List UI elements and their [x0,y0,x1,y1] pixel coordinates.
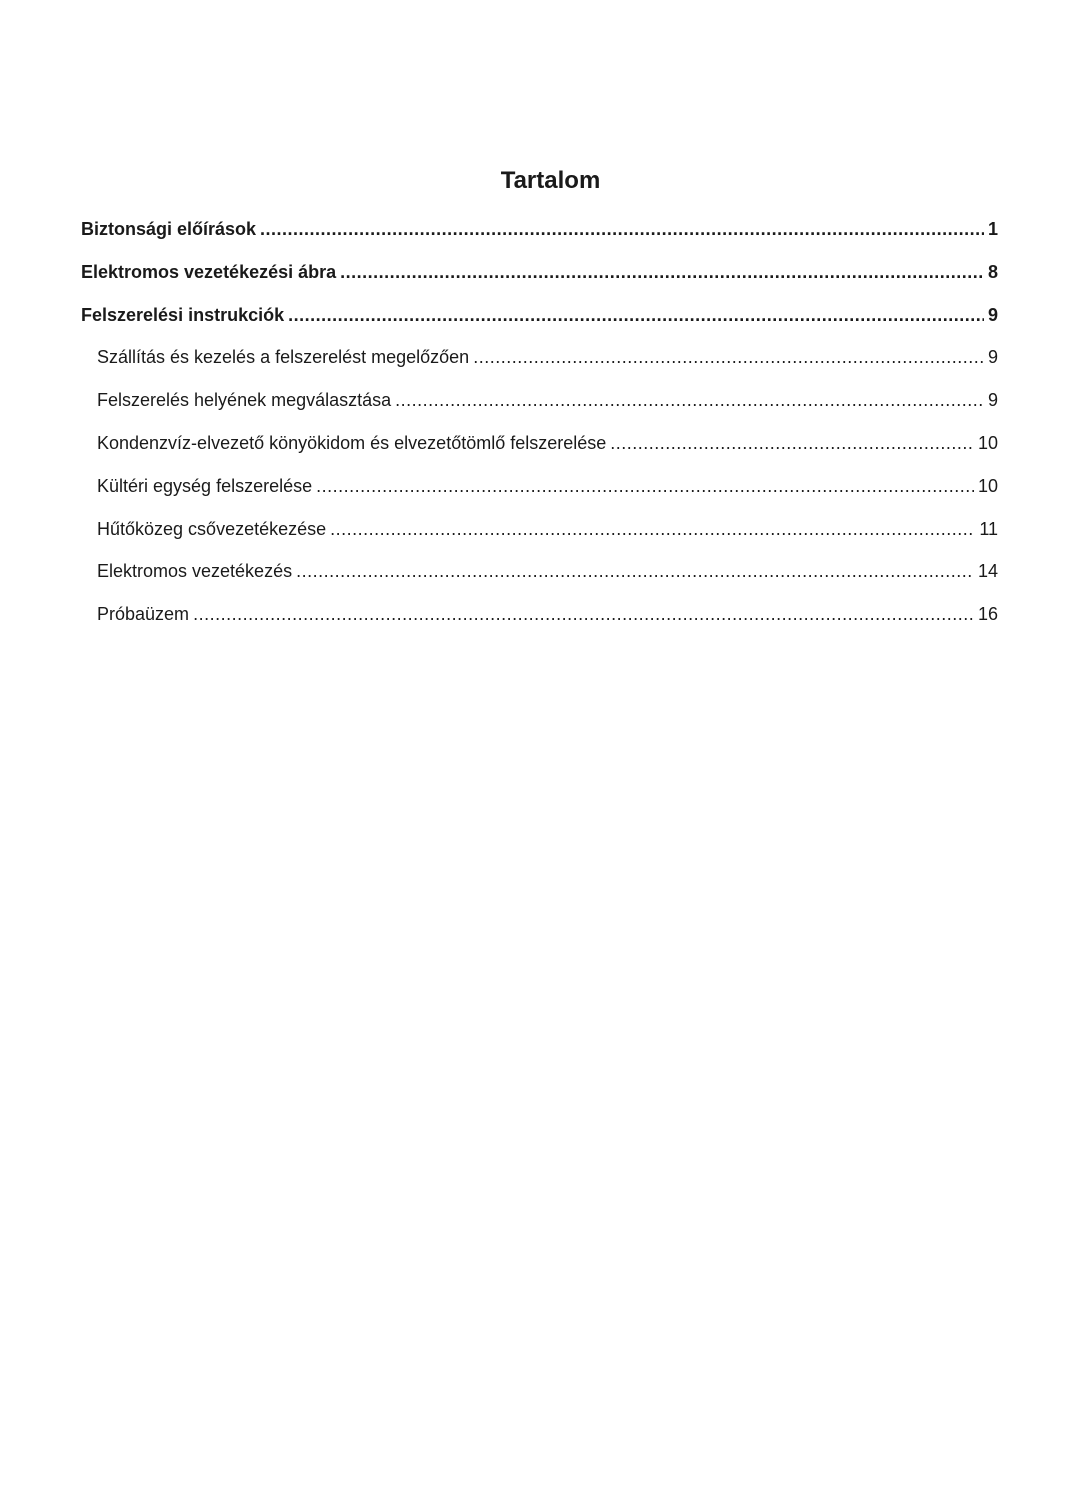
toc-leader-dots [296,556,974,586]
toc-entry-page: 8 [987,261,998,282]
toc-leader-dots [288,300,984,330]
toc-leader-dots [610,428,974,458]
toc-entry-label: Hűtőközeg csővezetékezése [97,518,327,539]
toc-entry-test-run[interactable] [81,599,998,642]
toc-entry-label: Biztonsági előírások [81,219,257,239]
toc-entry-safety[interactable] [81,214,998,257]
toc-entry-label: Elektromos vezetékezés [97,561,293,582]
toc-entry-drain[interactable] [81,428,998,471]
toc-entry-page: 16 [977,604,998,625]
toc-entry-transport[interactable] [81,342,998,385]
toc-entry-page: 10 [977,475,998,496]
toc-entry-label: Kondenzvíz-elvezető könyökidom és elvezetőtömlő felszerelése [97,432,607,453]
toc-entry-location[interactable] [81,385,998,428]
toc-entry-label: Felszerelés helyének megválasztása [97,390,392,411]
toc-entry-wiring-diagram[interactable] [81,257,998,300]
table-of-contents [81,214,998,642]
toc-entry-installation-instructions[interactable] [81,300,998,343]
toc-leader-dots [260,214,984,244]
page-title: Tartalom [500,167,601,194]
toc-entry-refrigerant-piping[interactable] [81,514,998,557]
toc-entry-page: 9 [987,390,998,411]
toc-entry-label: Felszerelési instrukciók [81,304,285,325]
toc-leader-dots [316,471,974,501]
toc-entry-page: 1 [987,219,998,239]
toc-entry-label: Kültéri egység felszerelése [97,475,313,496]
toc-leader-dots [193,599,974,629]
toc-leader-dots [395,385,984,415]
toc-entry-page: 9 [987,304,998,325]
toc-leader-dots [340,257,984,287]
toc-entry-page: 10 [977,432,998,453]
toc-entry-label: Próbaüzem [97,604,190,625]
toc-leader-dots [330,514,975,544]
toc-entry-page: 9 [987,347,998,368]
toc-entry-label: Elektromos vezetékezési ábra [81,261,337,282]
toc-entry-page: 11 [979,518,998,539]
toc-entry-page: 14 [977,561,998,582]
toc-leader-dots [473,342,984,372]
toc-entry-label: Szállítás és kezelés a felszerelést megelőzően [97,347,470,368]
toc-entry-outdoor-unit[interactable] [81,471,998,514]
toc-entry-electrical-wiring[interactable] [81,556,998,599]
